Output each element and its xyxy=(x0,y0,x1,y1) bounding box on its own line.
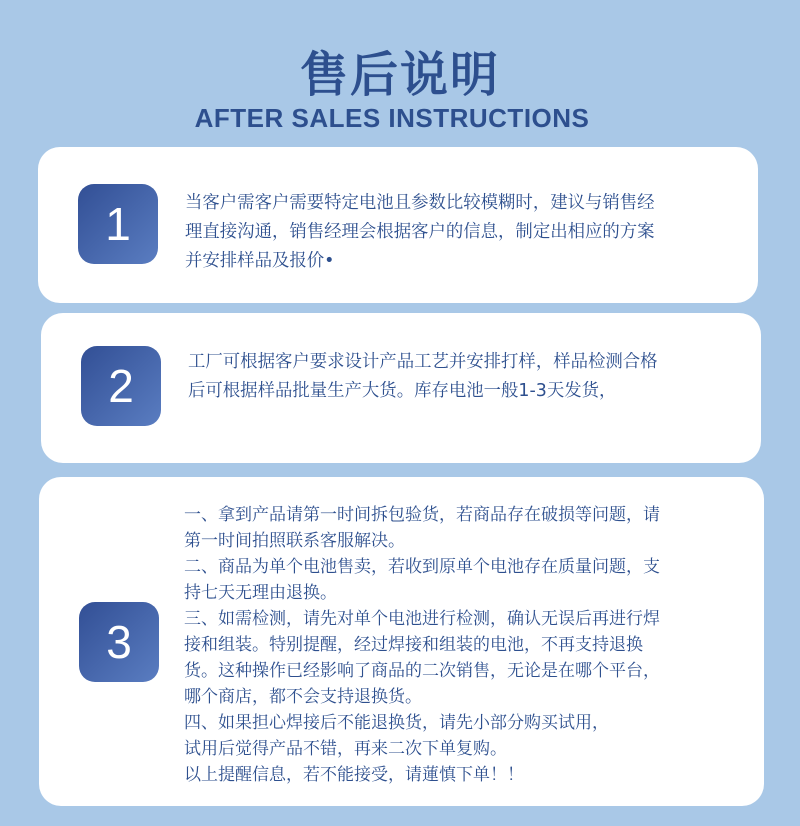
instruction-text: 当客户需客户需要特定电池且参数比较模糊时，建议与销售经 理直接沟通，销售经理会根据客户的信息，制定出相应的方案 并安排样品及报价• xyxy=(185,193,655,271)
step-number-badge: 3 xyxy=(79,602,159,682)
instruction-card-2 xyxy=(41,313,761,463)
step-number-badge: 2 xyxy=(81,346,161,426)
instruction-text: 一、拿到产品请第一时间拆包验货，若商品存在破损等问题，请 第一时间拍照联系客服解决。 二、商品为单个电池售卖，若收到原单个电池存在质量问题，支 持七天无理由退换。 三、如需检测，请先对单个电池进行检测，确认无误后再进行焊 接和组装。特别提醒，经过焊接和组装的电池，不再支持退换 货。这种操作已经影响了商品的二次销售，无论是在哪个平台， 哪个商店，都不会支持退换货。 四、如果担心焊接后不能退换货，请先小部分购买试用， 试用后觉得产品不错，再来二次下单复购。 以上提醒信息，若不能接受，请蓮慎下单！！ xyxy=(184,505,660,785)
instruction-text: 工厂可根据客户要求设计产品工艺并安排打样，样品检测合格 后可根据样品批量生产大货。库存电池一般1-3天发货， xyxy=(188,352,658,401)
instruction-card-1 xyxy=(38,147,758,303)
instruction-card-3 xyxy=(39,477,764,806)
page-subtitle: AFTER SALES INSTRUCTIONS xyxy=(194,103,590,133)
step-number-badge: 1 xyxy=(78,184,158,264)
page-title: 售后说明 xyxy=(299,47,500,103)
